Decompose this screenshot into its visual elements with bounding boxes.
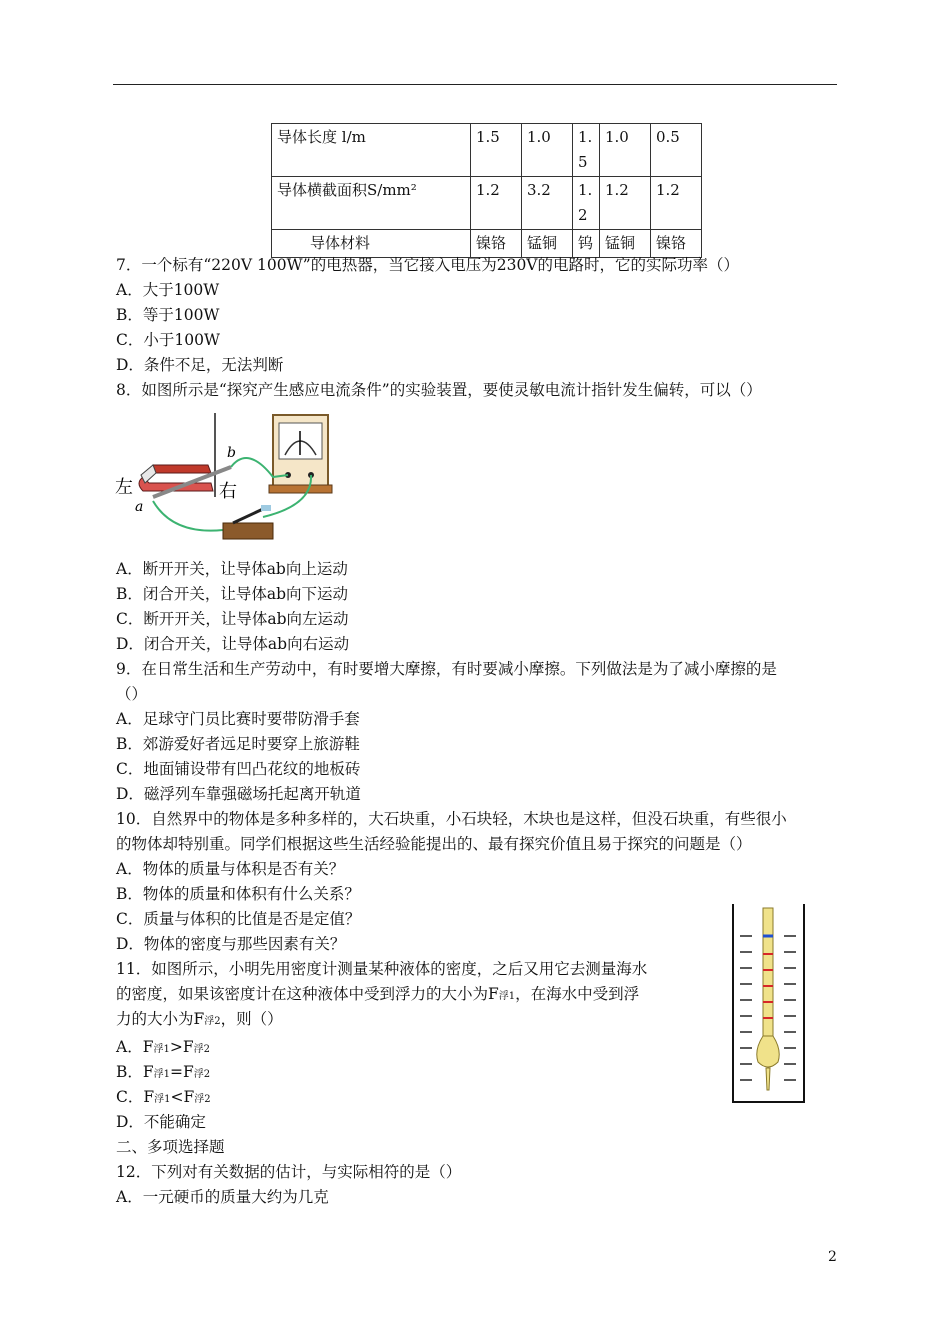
q7-option-b: B．等于100W [116, 306, 220, 324]
q10-stem-line2: 的物体却特别重。同学们根据这些生活经验能提出的、最有探究价值且易于探究的问题是（） [116, 835, 752, 853]
q10-option-a: A．物体的质量与体积是否有关？ [116, 860, 345, 878]
fig-label-a: a [135, 499, 144, 515]
q8-stem: 8．如图所示是“探究产生感应电流条件”的实验装置，要使灵敏电流计指针发生偏转，可以（） [116, 381, 762, 399]
page-number: 2 [828, 1249, 837, 1265]
q10-option-d: D．物体的密度与那些因素有关？ [116, 935, 346, 953]
q7-option-c: C．小于100W [116, 331, 220, 349]
q8-option-a: A．断开开关，让导体ab向上运动 [116, 560, 348, 578]
table-cell: 1.5 [573, 124, 600, 177]
option-subscript: 浮1 [153, 1069, 171, 1080]
table-row [272, 124, 702, 177]
conductor-table [271, 123, 702, 258]
table-cell: 镍铬 [651, 230, 702, 258]
table-cell: 导体长度 l/m [272, 124, 471, 177]
table-cell: 1.2 [573, 177, 600, 230]
table-cell: 1.5 [471, 124, 522, 177]
option-text: =F [170, 1063, 194, 1081]
q11-option-b [116, 1061, 210, 1086]
q9-stem-line2: （） [116, 685, 148, 703]
q11-stem-text: ，则（） [220, 1010, 283, 1028]
q12-option-a: A．一元硬币的质量大约为几克 [116, 1188, 329, 1206]
q8-option-c: C．断开开关，让导体ab向左运动 [116, 610, 349, 628]
table-cell: 1.0 [522, 124, 573, 177]
table-cell: 导体材料 [272, 230, 471, 258]
q11-stem-text: 力的大小为F [116, 1010, 205, 1028]
q9-option-b: B．郊游爱好者远足时要穿上旅游鞋 [116, 735, 360, 753]
q7-option-d: D．条件不足，无法判断 [116, 356, 284, 374]
option-text: <F [170, 1088, 195, 1106]
q11-stem-line1: 11．如图所示，小明先用密度计测量某种液体的密度，之后又用它去测量海水 [116, 960, 648, 978]
q11-stem-line3 [116, 1008, 283, 1033]
hydrometer-figure [728, 900, 810, 1106]
fig-label-right: 右 [219, 481, 237, 502]
q12-stem: 12．下列对有关数据的估计，与实际相符的是（） [116, 1163, 462, 1181]
option-subscript: 浮1 [154, 1094, 171, 1105]
option-text: >F [169, 1038, 194, 1056]
q11-subscript: 浮2 [204, 1016, 221, 1027]
table-cell: 1.2 [600, 177, 651, 230]
q10-option-b: B．物体的质量和体积有什么关系？ [116, 885, 360, 903]
option-text: B．F [116, 1063, 154, 1081]
q9-stem-line1: 9．在日常生活和生产劳动中，有时要增大摩擦，有时要减小摩擦。下列做法是为了减小摩擦的是 [116, 660, 777, 678]
table-cell: 钨 [573, 230, 600, 258]
option-text: C．F [116, 1088, 155, 1106]
option-subscript: 浮1 [153, 1044, 170, 1055]
fig-label-left: 左 [115, 477, 133, 498]
option-subscript: 浮2 [194, 1094, 211, 1105]
q8-option-b: B．闭合开关，让导体ab向下运动 [116, 585, 349, 603]
option-text: A．F [116, 1038, 154, 1056]
q8-option-d: D．闭合开关，让导体ab向右运动 [116, 635, 350, 653]
table-cell: 1.0 [600, 124, 651, 177]
q10-option-c: C．质量与体积的比值是否是定值？ [116, 910, 361, 928]
table-row [272, 177, 702, 230]
table-cell: 1.2 [471, 177, 522, 230]
q9-option-c: C．地面铺设带有凹凸花纹的地板砖 [116, 760, 361, 778]
header-rule [113, 84, 837, 85]
table-cell: 导体横截面积S/mm² [272, 177, 471, 230]
q7-option-a: A．大于100W [116, 281, 220, 299]
q9-option-d: D．磁浮列车靠强磁场托起离开轨道 [116, 785, 361, 803]
q11-subscript: 浮1 [498, 991, 516, 1002]
table-cell: 锰铜 [600, 230, 651, 258]
q9-option-a: A．足球守门员比赛时要带防滑手套 [116, 710, 360, 728]
section-heading: 二、多项选择题 [116, 1138, 225, 1156]
table-cell: 锰铜 [522, 230, 573, 258]
option-subscript: 浮2 [193, 1044, 210, 1055]
table-cell: 3.2 [522, 177, 573, 230]
q11-option-d: D．不能确定 [116, 1113, 206, 1131]
q7-stem: 7．一个标有“220V 100W”的电热器，当它接入电压为230V的电路时，它的实际功率（） [116, 256, 739, 274]
q11-stem-text: ，在海水中受到浮 [515, 985, 640, 1003]
q11-stem-text: 的密度，如果该密度计在这种液体中受到浮力的大小为F [116, 985, 499, 1003]
q11-option-c [116, 1086, 211, 1111]
induction-apparatus-figure [113, 405, 343, 555]
table-cell: 0.5 [651, 124, 702, 177]
q11-stem-line2 [116, 983, 639, 1008]
table-cell: 1.2 [651, 177, 702, 230]
fig-label-b: b [227, 445, 236, 461]
q11-option-a [116, 1036, 210, 1061]
table-cell: 镍铬 [471, 230, 522, 258]
option-subscript: 浮2 [193, 1069, 211, 1080]
q10-stem-line1: 10．自然界中的物体是多种多样的，大石块重，小石块轻，木块也是这样，但没石块重，有些很小 [116, 810, 787, 828]
